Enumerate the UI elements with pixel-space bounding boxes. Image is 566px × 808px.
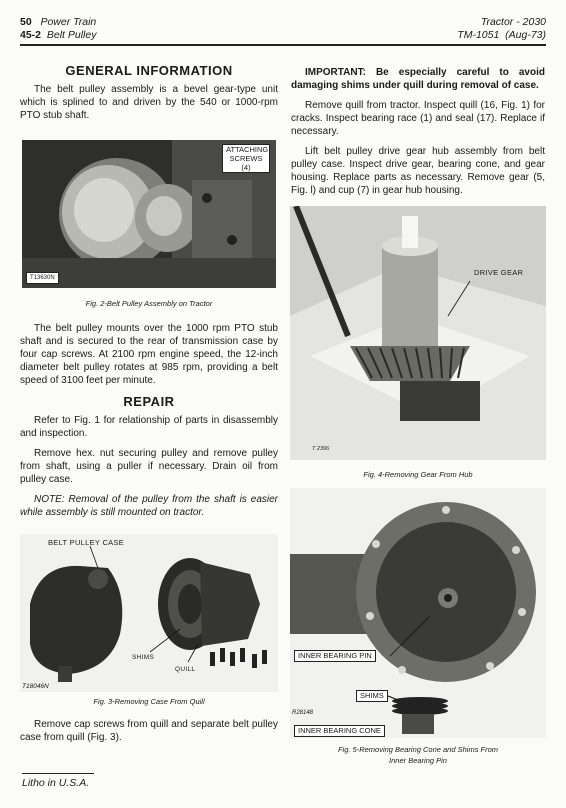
left-column-middle [20, 322, 278, 526]
fig5-id: R28148 [292, 710, 314, 716]
section-title: Power Train [40, 16, 97, 28]
important-notice: IMPORTANT: Be especially careful to avoid damaging shims under quill during removal of case. [291, 67, 545, 91]
right-paragraph-2: Lift belt pulley drive gear hub assembly from belt pulley case. Inspect drive gear, bearing cone, and gear housing. Replace parts as necessary. Remove gear (5, Fig. l) and cup (7) in gear hub housing. [291, 146, 545, 196]
right-column-top [291, 66, 545, 204]
page-header-left [20, 16, 96, 42]
figure-5-caption-line-1: Fig. 5-Removing Bearing Cone and Shims From [337, 745, 499, 754]
model-title: Tractor - 2030 [480, 16, 546, 28]
general-paragraph-1: The belt pulley assembly is a bevel gear-type unit which is splined to and driven by the 540 or 1000-rpm PTO stub shaft. [20, 84, 278, 121]
subsection-number: 45-2 [20, 29, 42, 41]
repair-note: NOTE: Removal of the pulley from the shaft is easier while assembly is still mounted on tractor. [20, 494, 278, 518]
fig2-label-attaching-screws: ATTACHING SCREWS (4) [222, 144, 270, 173]
fig5-label-inner-bearing-cone: INNER BEARING CONE [294, 725, 385, 737]
page-number: 50 [20, 16, 32, 28]
figure-2-caption: Fig. 2-Belt Pulley Assembly on Tractor [85, 299, 213, 308]
figure-4-photo [290, 206, 546, 460]
footer-litho: Litho in U.S.A. [22, 777, 90, 789]
fig3-label-belt-pulley-case: BELT PULLEY CASE [48, 538, 125, 547]
figure-5-photo [290, 488, 546, 738]
fig2-id: T13630N [26, 272, 59, 284]
page-header-right [457, 16, 546, 42]
figure-4-caption: Fig. 4-Removing Gear From Hub [363, 470, 473, 479]
figure-5-caption [291, 744, 545, 766]
fig3-id: T18046N [22, 683, 49, 690]
figure-5-caption-line-2: Inner Bearing Pin [389, 756, 447, 765]
figure-2-photo [22, 140, 276, 288]
fig4-label-drive-gear: DRIVE GEAR [474, 268, 524, 277]
fig3-label-quill: QUILL [175, 666, 196, 673]
manual-date: (Aug-73) [505, 29, 546, 41]
repair-paragraph-2: Remove hex. nut securing pulley and remove pulley from shaft, using a puller if necessary. Drain oil from pulley case. [20, 448, 278, 485]
repair-heading: REPAIR [123, 394, 175, 409]
fig5-label-inner-bearing-pin: INNER BEARING PIN [294, 650, 376, 662]
repair-paragraph-3: Remove cap screws from quill and separate belt pulley case from quill (Fig. 3). [20, 719, 278, 743]
general-paragraph-2: The belt pulley mounts over the 1000 rpm PTO stub shaft and is secured to the rear of transmission case by four cap screws. At 2100 rpm engine speed, the 12-inch diameter belt pulley rotates at 985 rpm, providing a belt speed of 3100 feet per minute. [20, 323, 278, 386]
figure-3-caption: Fig. 3-Removing Case From Quill [93, 697, 205, 706]
subsection-title: Belt Pulley [46, 29, 97, 41]
repair-paragraph-1: Refer to Fig. 1 for relationship of parts in disassembly and inspection. [20, 415, 278, 439]
header-rule [20, 44, 546, 46]
footer-rule [22, 773, 94, 774]
fig3-label-shims: SHIMS [132, 654, 155, 661]
manual-number: TM-1051 [457, 29, 500, 41]
general-heading: GENERAL INFORMATION [65, 63, 233, 78]
left-column-top [20, 64, 278, 129]
fig4-id: T 2396 [312, 446, 330, 452]
left-column-bottom [20, 718, 278, 751]
right-paragraph-1: Remove quill from tractor. Inspect quill (16, Fig. 1) for cracks. Inspect bearing race (1) and seal (17). Replace if necessary. [291, 100, 545, 137]
figure-3-photo [20, 534, 278, 692]
fig5-label-shims: SHIMS [356, 690, 388, 702]
